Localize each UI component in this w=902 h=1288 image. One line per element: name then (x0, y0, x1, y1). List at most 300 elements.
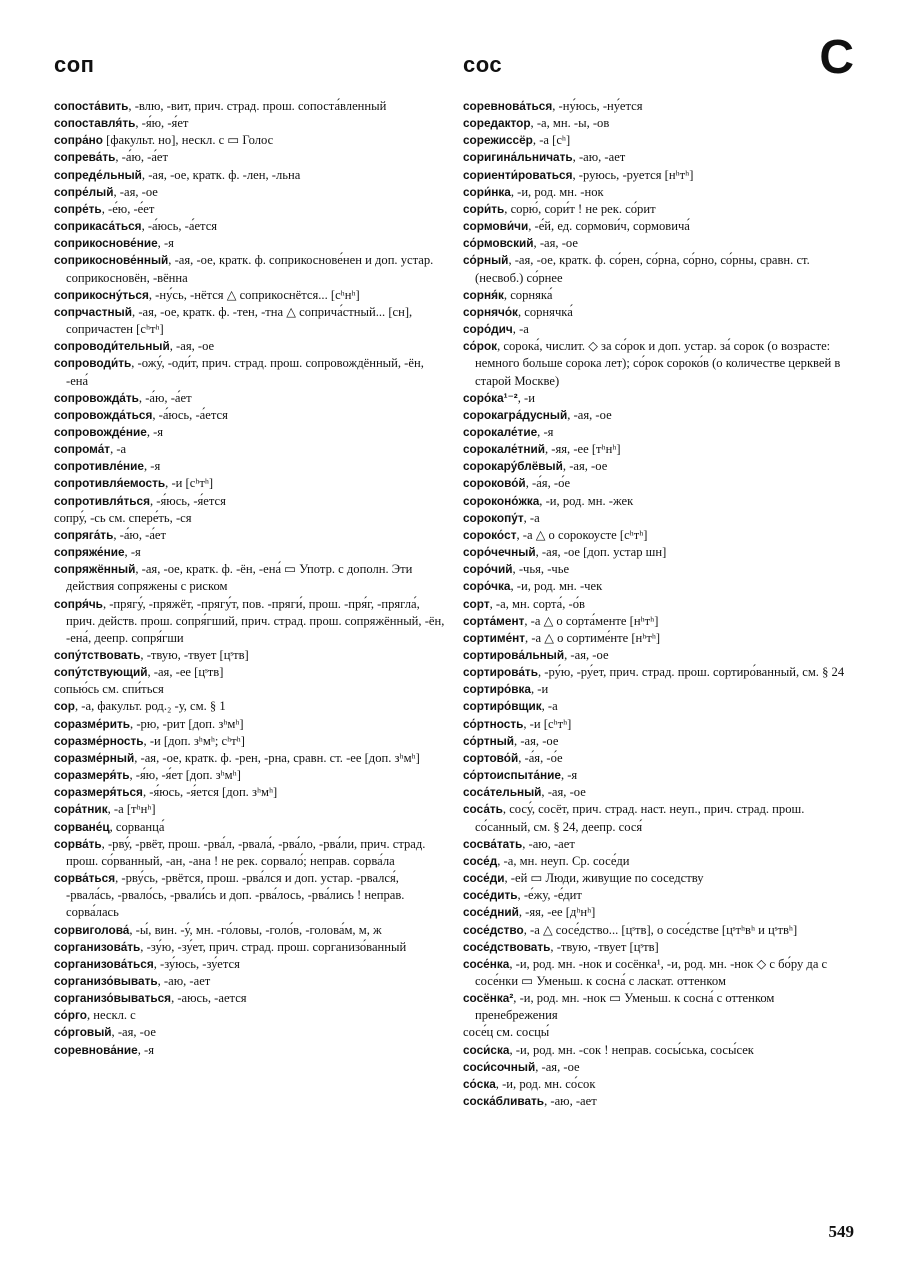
entry-text: , -я́юсь, -я́ется (150, 493, 226, 508)
dictionary-entry (54, 698, 446, 715)
entry-headword: со́ртоиспыта́ние (463, 768, 561, 783)
entry-text: , -а [тʰнʰ] (107, 802, 156, 817)
entry-text: , -чья, -чье (512, 562, 570, 577)
dictionary-entry (463, 578, 855, 595)
entry-text: , -руюсь, -руется [нʰтʰ] (572, 167, 694, 182)
entry-text: , сорока́, числит. ◇ за со́рок и доп. устар. за́ сорок (о возрасте: немного больше сорока лет); со́рок сороко́в (о количестве церквей в старой Москве) (475, 339, 841, 388)
dictionary-entry (54, 475, 446, 492)
entry-headword: сопрома́т (54, 442, 111, 457)
dictionary-entry (463, 304, 855, 321)
dictionary-entry (463, 990, 855, 1024)
entry-headword: со́рок (463, 339, 498, 354)
dictionary-entry (54, 338, 446, 355)
dictionary-entry (463, 201, 855, 218)
entry-headword: сосе́дство (463, 922, 524, 937)
entry-text: , сорняка́ (503, 287, 553, 302)
entry-text: , -я́ю, -я́ет [доп. зʰмʰ] (129, 768, 241, 783)
entry-text: , -и, род. мн. -жек (539, 493, 634, 508)
entry-headword: сортиме́нт (463, 630, 526, 645)
entry-headword: соска́бливать (463, 1094, 545, 1109)
entry-headword: сорокале́тие (463, 424, 538, 439)
dictionary-entry (54, 681, 446, 698)
dictionary-entry (463, 664, 855, 681)
entry-text: , -е́ю, -е́ет (101, 201, 155, 216)
entry-headword: сопроводи́тельный (54, 339, 170, 354)
entry-text: , нескл. с (86, 1008, 136, 1023)
dictionary-entry (463, 132, 855, 149)
entry-headword: сориенти́роваться (463, 167, 573, 182)
dictionary-entry (54, 218, 446, 235)
entry-headword: сорнячо́к (463, 304, 518, 319)
dictionary-entry (54, 836, 446, 870)
entry-headword: соса́ть (463, 802, 503, 817)
dictionary-entry (463, 321, 855, 338)
entry-headword: соро́чий (463, 562, 513, 577)
dictionary-entry (54, 287, 446, 304)
dictionary-entry (54, 973, 446, 990)
entry-headword: соси́ска (463, 1042, 510, 1057)
dictionary-entry (54, 132, 446, 149)
entry-headword: сорᴎгина́льничать (463, 150, 573, 165)
dictionary-entry (54, 304, 446, 338)
entry-headword: сосёнка² (463, 991, 514, 1006)
entry-text: , -е́жу, -е́дит (517, 888, 582, 903)
entry-headword: сорганизова́ть (54, 939, 141, 954)
entry-headword: соса́тельный (463, 785, 542, 800)
dictionary-entry (463, 98, 855, 115)
entry-headword: сороко́ст (463, 527, 517, 542)
entry-headword: сорня́к (463, 287, 504, 302)
entry-text: , -я (537, 424, 554, 439)
entry-headword: сопреде́льный (54, 167, 142, 182)
entry-text: , -и, род. мн. -чек (510, 579, 603, 594)
entry-text: , -ая, -ое, кратк. ф. со́рен, со́рна, со́рно, со́рны, сравн. ст. (несвоб.) со́рнее (475, 253, 810, 285)
entry-headword: сортиро́вка (463, 682, 531, 697)
entry-text: , -я (560, 768, 578, 783)
entry-headword: сортово́й (463, 750, 519, 765)
entry-text: , -яя, -ее [дʰнʰ] (518, 905, 596, 920)
dictionary-entry (463, 218, 855, 235)
dictionary-entry (463, 836, 855, 853)
entry-headword: сопровожда́ть (54, 390, 139, 405)
dictionary-entry (54, 167, 446, 184)
entry-text: , -а △ сосе́дство... [цˢтв], о сосе́дстве [цˢтʰвʰ и цˢтвʰ] (523, 922, 798, 937)
entry-text: , -а [сʰ] (532, 133, 571, 148)
entry-headword: со́ртность (463, 716, 524, 731)
dictionary-entry (54, 424, 446, 441)
entry-text: , -ая, -ое, кратк. ф. -лен, -льна (141, 167, 301, 182)
entry-text: , -а, мн. -ы, -ов (530, 116, 610, 131)
entry-text: , -а (523, 510, 540, 525)
dictionary-entry (463, 630, 855, 647)
entry-headword: соразме́рить (54, 716, 131, 731)
entry-headword: соприкоснове́ние (54, 236, 158, 251)
dictionary-entry (463, 527, 855, 544)
entry-text: , -аю, -ает (157, 973, 211, 988)
entry-text: , -яя, -ее [тʰнʰ] (544, 442, 621, 457)
entry-text: , -аюсь, -ается (171, 991, 247, 1006)
dictionary-entry (463, 544, 855, 561)
entry-text: , сорванца́ (109, 819, 165, 834)
dictionary-entry (463, 716, 855, 733)
dictionary-entry (54, 510, 446, 527)
entry-text: , -ая, -ое, кратк. ф. соприкоснове́нен и доп. устар. соприкосновён, -вённа (66, 253, 434, 285)
entry-headword: сопу́тствовать (54, 648, 141, 662)
dictionary-entry (54, 870, 446, 921)
entry-text: , -я (124, 545, 141, 560)
dictionary-entry (463, 458, 855, 475)
entry-text: , -а (110, 442, 127, 457)
entry-text: , -а △ о сортиме́нте [нʰтʰ] (525, 630, 661, 645)
entry-headword: сопротивле́ние (54, 459, 144, 474)
entry-text: , -ая, -ое, кратк. ф. -ён, -ена́ ▭ Употр. с дополн. Эти действия сопряжены с риском (66, 562, 413, 594)
entry-text: сопру́, -сь см. спере́ть, -ся (54, 510, 192, 525)
dictionary-entry (463, 510, 855, 527)
dictionary-entry (54, 184, 446, 201)
page-number: 549 (828, 1222, 854, 1241)
entry-text: , -ая, -ое (533, 236, 578, 251)
entry-headword: сори́нка (463, 184, 511, 199)
entry-headword: сор (54, 699, 75, 714)
entry-headword: соревнова́ться (463, 99, 553, 113)
entry-text: , -а △ о сорта́менте [нʰтʰ] (524, 613, 659, 628)
entry-text: , -а́ю, -а́ет (113, 527, 167, 542)
dictionary-entry (54, 98, 446, 115)
entry-headword: сорва́ться (54, 871, 116, 886)
dictionary-entry (463, 767, 855, 784)
entry-text: , -аю, -ает (572, 150, 626, 165)
entry-headword: сорокару́блёвый (463, 459, 563, 474)
entry-text: , -ая, -ое (514, 733, 559, 748)
dictionary-entry (54, 647, 446, 664)
entry-headword: сосе́дний (463, 905, 519, 920)
entry-text: , -а (512, 322, 529, 337)
entry-headword: сопровожде́ние (54, 424, 147, 439)
dictionary-entry (54, 355, 446, 389)
entry-headword: сосе́ди (463, 871, 505, 886)
entry-headword: соредактор (463, 116, 531, 131)
entry-headword: сорокале́тний (463, 442, 545, 457)
entry-headword: сортиро́вщик (463, 699, 542, 714)
dictionary-entry (54, 390, 446, 407)
dictionary-entry (463, 613, 855, 630)
entry-headword: со́ртный (463, 733, 515, 748)
dictionary-entry (463, 922, 855, 939)
dictionary-entry (463, 887, 855, 904)
dictionary-entry (463, 801, 855, 835)
entry-headword: сопра́но (54, 133, 103, 148)
entry-text: , -и, род. мн. со́сок (495, 1076, 596, 1091)
dictionary-entry (463, 493, 855, 510)
dictionary-entry (463, 407, 855, 424)
entry-text: , -ы́, вин. -у́, мн. -го́ловы, -голо́в, -голова́м, м, ж (129, 922, 382, 937)
entry-headword: сормови́чи (463, 219, 529, 234)
dictionary-entry (54, 939, 446, 956)
entry-text: , -твую, -твует [цˢтв] (140, 648, 249, 662)
entry-text: , -я (157, 236, 174, 251)
entry-text: , -ая, -ое (113, 184, 158, 199)
dictionary-entry (463, 184, 855, 201)
entry-headword: сорежиссёр (463, 133, 533, 148)
entry-text: , -рву́, -рвёт, прош. -рва́л, -рвала́, -рва́ло, -рва́ли, прич. страд. прош. со́рванный, -ан, -ана ! не рек. сорвало́; неправ. сорва́ла (66, 836, 426, 868)
dictionary-entry (54, 733, 446, 750)
dictionary-entry (54, 767, 446, 784)
dictionary-entry (54, 252, 446, 286)
entry-text: , -а́юсь, -а́ется (152, 407, 228, 422)
entry-headword: со́рмовский (463, 236, 534, 251)
entry-headword: сопре́ть (54, 201, 102, 216)
dictionary-entry (463, 287, 855, 304)
entry-text: , -ая, -ее [цˢтв] (147, 665, 224, 680)
entry-text: , -а, факульт. род.₂ -у, см. § 1 (74, 699, 226, 714)
entry-text: , -а́я, -о́е (525, 476, 571, 491)
entry-text: , -и, род. мн. -нок ▭ Уменьш. к сосна́ с оттенком пренебрежения (475, 991, 775, 1023)
dictionary-entry (463, 647, 855, 664)
entry-text: , -а △ о сорокоусте [сʰтʰ] (516, 527, 648, 542)
entry-headword: соприкаса́ться (54, 219, 142, 234)
entry-text: , -и (517, 390, 535, 405)
dictionary-entry (463, 561, 855, 578)
dictionary-entry (54, 493, 446, 510)
entry-headword: сосе́д (463, 853, 498, 868)
entry-text: , -ру́ю, -ру́ет, прич. страд. прош. сортиро́ванный, см. § 24 (537, 665, 845, 680)
entry-text: , -ей ▭ Люди, живущие по соседству (504, 871, 704, 886)
dictionary-entry (54, 441, 446, 458)
dictionary-entry (463, 1024, 855, 1041)
dictionary-entry (463, 475, 855, 492)
entry-headword: сороконо́жка (463, 493, 540, 508)
entry-headword: сосе́нка (463, 956, 510, 971)
entry-text: , -аю, -ает (522, 836, 575, 851)
dictionary-entry (463, 596, 855, 613)
entry-text: , -и [сʰтʰ] (523, 716, 572, 731)
entry-headword: сопря́чь (54, 596, 103, 611)
page-header-left-word: соп (54, 52, 95, 77)
entry-headword: сосе́дствовать (463, 939, 551, 954)
dictionary-entry (54, 1042, 446, 1059)
entry-text: , -и [сʰтʰ] (165, 476, 214, 491)
entry-text: , -а́юсь, -а́ется (141, 219, 218, 234)
dictionary-entry (54, 990, 446, 1007)
entry-headword: сорганизова́ться (54, 956, 154, 971)
left-column (54, 98, 446, 1059)
dictionary-entry (54, 664, 446, 681)
dictionary-entry (54, 115, 446, 132)
dictionary-entry (54, 1024, 446, 1041)
dictionary-entry (54, 527, 446, 544)
entry-headword: сортирова́ть (463, 665, 538, 680)
dictionary-entry (54, 1007, 446, 1024)
entry-text: , сорю́, сори́т ! не рек. со́рит (504, 201, 656, 216)
dictionary-entry (463, 870, 855, 887)
entry-headword: со́ска (463, 1076, 496, 1091)
dictionary-entry (463, 733, 855, 750)
entry-headword: сорва́ть (54, 836, 102, 851)
entry-text: , -а́ю, -а́ет (115, 150, 169, 165)
entry-headword: сопряга́ть (54, 527, 114, 542)
entry-headword: сорта́мент (463, 613, 525, 628)
entry-text: , -ая, -ое [доп. устар шн] (535, 545, 667, 560)
entry-headword: соревнова́ние (54, 1042, 138, 1057)
entry-text: , -и, род. мн. -нок (510, 184, 604, 199)
entry-headword: соро́ка¹⁻² (463, 390, 518, 405)
entry-headword: сорвиголова́ (54, 922, 130, 937)
dictionary-entry (54, 716, 446, 733)
entry-headword: соро́чечный (463, 545, 536, 560)
dictionary-entry (463, 167, 855, 184)
entry-text: , -ая, -ое, кратк. ф. -тен, -тна △ соприча́стный... [сн], сопричастен [сʰтʰ] (66, 304, 413, 337)
dictionary-entry (54, 750, 446, 767)
entry-text: , -ну́сь, -нётся △ соприкоснётся... [сʰнʰ] (148, 287, 360, 302)
dictionary-entry (463, 252, 855, 286)
entry-headword: сопротивля́ться (54, 493, 150, 508)
entry-headword: сори́ть (463, 201, 505, 216)
entry-headword: соприкосну́ться (54, 287, 149, 302)
entry-text: , -я (143, 459, 161, 474)
entry-text: , сосу́, сосёт, прич. страд. наст. неуп., прич. страд. прош. со́санный, см. § 24, деепр. сося́ (475, 802, 805, 834)
entry-headword: сопрчастный (54, 304, 133, 319)
entry-headword: сорганизо́вываться (54, 991, 172, 1006)
entry-headword: сопоста́вить (54, 99, 129, 113)
dictionary-entry (54, 407, 446, 424)
entry-text: , -ая, -ое (567, 407, 612, 422)
entry-text: сопью́сь см. спи́ться (54, 682, 164, 697)
entry-headword: сорокопу́т (463, 510, 524, 525)
dictionary-entry (54, 149, 446, 166)
entry-text: , -ая, -ое (169, 339, 215, 354)
dictionary-entry (54, 922, 446, 939)
dictionary-entry (54, 819, 446, 836)
entry-headword: сора́тник (54, 802, 108, 817)
entry-text: , -ая, -ое (111, 1025, 156, 1040)
entry-text: , -рю, -рит [доп. зʰмʰ] (130, 716, 244, 731)
entry-headword: сосва́тать (463, 836, 523, 851)
entry-headword: соразмеря́ть (54, 768, 130, 783)
dictionary-entry (463, 441, 855, 458)
entry-text: [факульт. но], нескл. с ▭ Голос (103, 133, 274, 148)
entry-text: , -и, род. мн. -нок и сосёнка¹, -и, род. мн. -нок ◇ с бо́ру да с сосе́нки ▭ Уменьш. к сосна́ с ласкат. оттенком (475, 956, 828, 988)
entry-text: , -ая, -ое, кратк. ф. -рен, -рна, сравн. ст. -ее [доп. зʰмʰ] (134, 750, 420, 765)
dictionary-entry (463, 338, 855, 389)
entry-text: , -ая, -ое (535, 1059, 580, 1074)
entry-text: , -ая, -ое (541, 785, 586, 800)
entry-text: , -рву́сь, -рвётся, прош. -рва́лся и доп. устар. -рвался́, -рвала́сь, -рвало́сь, -рвали́сь и доп. -рва́лось, -рва́лись ! неправ. сорва́лась (66, 871, 405, 920)
entry-headword: соразме́рность (54, 733, 144, 748)
entry-headword: со́рго (54, 1008, 87, 1023)
dictionary-entry (463, 1093, 855, 1110)
entry-text: , -а, мн. сорта́, -о́в (489, 596, 585, 611)
dictionary-entry (54, 956, 446, 973)
entry-headword: сортирова́льный (463, 648, 565, 662)
entry-headword: сорокагра́дусный (463, 407, 568, 422)
dictionary-entry (463, 956, 855, 990)
entry-text: , -я (137, 1042, 155, 1057)
dictionary-entry (463, 853, 855, 870)
dictionary-entry (54, 544, 446, 561)
dictionary-entry (463, 149, 855, 166)
entry-headword: сорганизо́вывать (54, 973, 158, 988)
entry-text: , -и, род. мн. -сок ! неправ. сосы́ська, сосы́сек (509, 1042, 754, 1057)
dictionary-entry (463, 390, 855, 407)
entry-headword: соприкоснове́нный (54, 253, 169, 268)
dictionary-entry (463, 115, 855, 132)
entry-headword: соро́дич (463, 322, 513, 337)
dictionary-entry (463, 698, 855, 715)
entry-headword: со́рный (463, 253, 509, 268)
entry-text: , -я (146, 424, 164, 439)
entry-headword: со́рговый (54, 1025, 112, 1040)
entry-headword: сопре́лый (54, 184, 114, 199)
entry-text: , -а, мн. неуп. Ср. сосе́ди (497, 853, 630, 868)
dictionary-entry (463, 681, 855, 698)
dictionary-entry (54, 801, 446, 818)
entry-text: , -твую, -твует [цˢтв] (550, 939, 659, 954)
entry-text: , -я́ю, -я́ет (135, 116, 189, 131)
entry-text: , -а (541, 699, 558, 714)
entry-headword: сопу́тствующий (54, 665, 148, 680)
dictionary-entry (463, 1076, 855, 1093)
dictionary-entry (463, 904, 855, 921)
entry-headword: сорване́ц (54, 819, 110, 834)
entry-text: , -я́юсь, -я́ется [доп. зʰмʰ] (142, 785, 278, 800)
entry-headword: соразме́рный (54, 750, 135, 765)
dictionary-entry (54, 596, 446, 647)
entry-text: , -зу́юсь, -зу́ется (153, 956, 240, 971)
entry-text: , -ая, -ое (562, 459, 608, 474)
entry-text: , -ожу́, -оди́т, прич. страд. прош. сопровождённый, -ён, -ена́ (66, 356, 424, 388)
entry-text: , сорнячка́ (517, 304, 573, 319)
entry-headword: сопроводи́ть (54, 356, 132, 371)
entry-text: , -влю, -вит, прич. страд. прош. сопоста́вленный (128, 99, 387, 113)
dictionary-entry (463, 784, 855, 801)
dictionary-entry (54, 235, 446, 252)
entry-text: , -и [доп. зʰмʰ; сʰтʰ] (143, 733, 245, 748)
entry-text: , -прягу́, -пряжёт, -прягу́т, пов. -пряги́, прош. -пря́г, -прягла́, прич. действ. прош. сопря́гший, прич. страд. прош. сопряжённый, -ён, -ена́, деепр. сопря́гши (66, 596, 445, 645)
entry-text: сосе́ц см. сосцы́ (463, 1025, 550, 1040)
entry-text: , -и (530, 682, 549, 697)
entry-headword: соро́чка (463, 579, 511, 594)
dictionary-entry (463, 1059, 855, 1076)
entry-text: , -ая, -ое (564, 648, 609, 662)
entry-headword: сопровожда́ться (54, 407, 153, 422)
entry-headword: соси́сочный (463, 1059, 536, 1074)
entry-text: , -е́й, ед. сормови́ч, сормовича́ (528, 219, 690, 234)
page-header-right-word: сос (463, 52, 503, 77)
entry-text: , -а́ю, -а́ет (138, 390, 192, 405)
dictionary-entry (54, 201, 446, 218)
entry-headword: сопротивля́емость (54, 476, 166, 491)
section-letter: С (819, 31, 854, 84)
dictionary-entry (463, 1042, 855, 1059)
entry-headword: соразмеря́ться (54, 785, 143, 800)
dictionary-entry (54, 784, 446, 801)
entry-headword: сопряжённый (54, 562, 136, 577)
entry-headword: сосе́дить (463, 888, 518, 903)
dictionary-entry (54, 561, 446, 595)
entry-headword: сопоставля́ть (54, 116, 136, 131)
entry-text: , -а́я, -о́е (518, 750, 563, 765)
right-column (463, 98, 855, 1110)
dictionary-entry (463, 750, 855, 767)
entry-headword: сорт (463, 596, 490, 611)
entry-headword: сороково́й (463, 476, 526, 491)
dictionary-entry (463, 424, 855, 441)
entry-headword: сопрева́ть (54, 150, 116, 165)
entry-text: , -аю, -ает (544, 1094, 597, 1109)
dictionary-entry (54, 458, 446, 475)
entry-text: , -ну́юсь, -ну́ется (552, 99, 643, 113)
dictionary-entry (463, 235, 855, 252)
